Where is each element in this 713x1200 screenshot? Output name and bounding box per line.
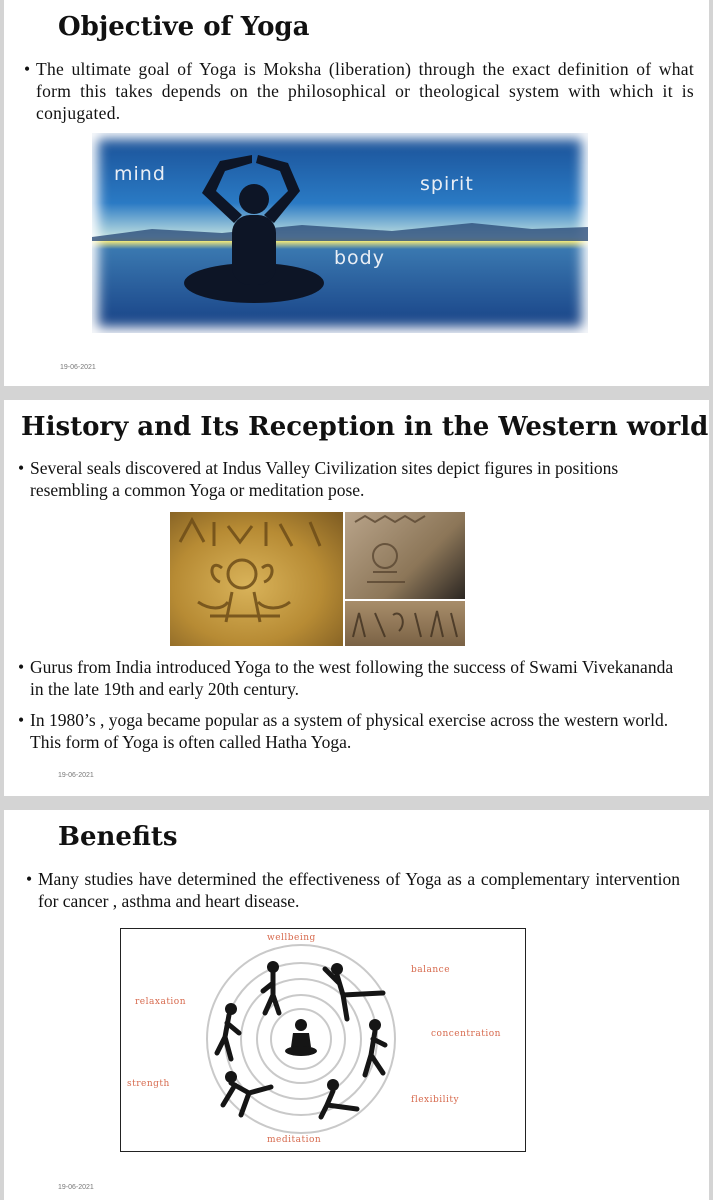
label-meditation: meditation (267, 1135, 322, 1145)
meditation-silhouette (92, 133, 588, 333)
seal-figure (345, 512, 465, 599)
indus-seal-image (345, 512, 465, 599)
bullet-dot: • (18, 458, 25, 478)
bullet-text: The ultimate goal of Yoga is Moksha (liberation) through the exact definition of what form this takes depends on the philosophical or theological system with which it is conjugated. (36, 59, 694, 123)
image-word-body: body (334, 247, 385, 269)
seal-figure (170, 512, 343, 646)
bullet-text (24, 58, 694, 124)
label-flexibility: flexibility (411, 1095, 460, 1105)
bullet-text: Gurus from India introduced Yoga to the west following the success of Swami Vivekananda in the late 19th and early 20th century. (30, 657, 674, 699)
indus-seal-image (170, 512, 343, 646)
bullet-text (18, 709, 680, 753)
label-balance: balance (411, 965, 451, 975)
slide-benefits (4, 810, 709, 1200)
label-concentration: concentration (431, 1029, 501, 1039)
seal-figure (345, 601, 465, 646)
yoga-silhouette-image (92, 133, 588, 333)
slide-title: History and Its Reception in the Western world (21, 412, 709, 442)
bullet-text: Several seals discovered at Indus Valley Civilization sites depict figures in positions resembling a common Yoga or meditation pose. (30, 458, 619, 500)
indus-seal-image (345, 601, 465, 646)
bullet-text: Many studies have determined the effectiveness of Yoga as a complementary intervention for cancer , asthma and heart disease. (38, 869, 680, 911)
bullet-text (18, 656, 680, 700)
yoga-benefits-diagram (120, 928, 526, 1152)
bullet-text (26, 868, 680, 912)
yoga-poses-circle (121, 929, 525, 1151)
bullet-text: In 1980’s , yoga became popular as a system of physical exercise across the western world. This form of Yoga is often called Hatha Yoga. (30, 710, 669, 752)
slide-date: 19-06-2021 (60, 364, 96, 371)
bullet-dot: • (26, 869, 33, 889)
slide-title: Benefits (58, 822, 178, 852)
bullet-dot: • (18, 710, 25, 730)
slide-date: 19-06-2021 (58, 772, 94, 779)
bullet-dot: • (24, 59, 31, 79)
slide-date: 19-06-2021 (58, 1184, 94, 1191)
label-relaxation: relaxation (135, 997, 187, 1007)
bullet-text (18, 457, 680, 501)
slide-title: Objective of Yoga (58, 12, 310, 42)
label-strength: strength (127, 1079, 170, 1089)
label-wellbeing: wellbeing (267, 933, 316, 943)
image-word-mind: mind (114, 163, 166, 185)
bullet-dot: • (18, 657, 25, 677)
slide-objective (4, 0, 709, 386)
image-word-spirit: spirit (420, 173, 474, 195)
slide-history (4, 400, 709, 796)
